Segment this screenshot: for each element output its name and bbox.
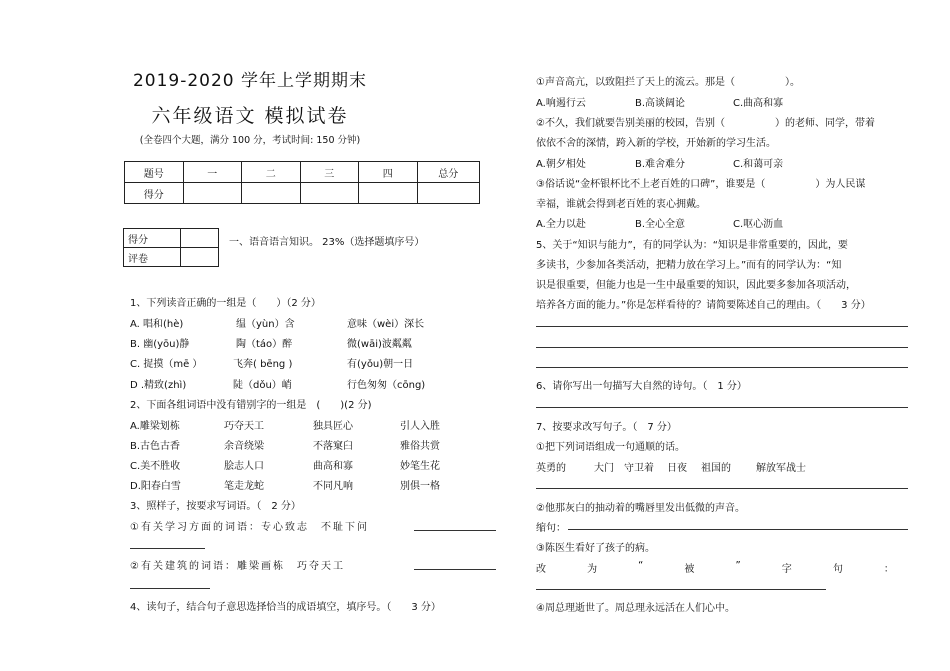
q2-option: D.阳春白雪 bbox=[130, 481, 181, 492]
score-table-header: 总分 bbox=[417, 162, 480, 183]
score-row-label: 得分 bbox=[125, 183, 184, 204]
q7-word: 守卫着 bbox=[624, 463, 654, 474]
score-cell[interactable] bbox=[300, 183, 359, 204]
q6-stem: 6、请你写出一句描写大自然的诗句。（ 1 分） bbox=[536, 381, 747, 392]
q2-option: 別俱一格 bbox=[400, 481, 440, 492]
q4-1-option: C.曲高和寡 bbox=[733, 98, 784, 109]
q2-option: 巧夺天工 bbox=[224, 421, 264, 432]
q2-option: 曲高和寡 bbox=[313, 461, 353, 472]
score-table-header: 三 bbox=[300, 162, 359, 183]
section1-heading: 一、语音语言知识。 23%（选择题填序号） bbox=[229, 237, 425, 248]
score-cell[interactable] bbox=[242, 183, 301, 204]
grader-score-cell[interactable] bbox=[181, 229, 219, 248]
q7-item: ②他那灰白的抽动着的嘴唇里发出低微的声音。 bbox=[536, 503, 745, 514]
answer-line[interactable] bbox=[414, 530, 496, 531]
q1-option: A. 唱和(hè) bbox=[130, 319, 184, 330]
q2-option: C.美不胜收 bbox=[130, 461, 181, 472]
q5-line: 识是很重要，但能力也是一生中最重要的知识，因此要多参加各项活动， bbox=[536, 280, 856, 291]
q1-option: 有(yǒu)朝一日 bbox=[347, 359, 414, 370]
q1-option: 缊（yùn）含 bbox=[236, 319, 295, 330]
grader-review-label: 评卷 bbox=[124, 248, 181, 267]
q1-option: D .精致(zhì) bbox=[130, 380, 187, 391]
answer-line[interactable] bbox=[536, 407, 908, 408]
score-table-header: 题号 bbox=[125, 162, 184, 183]
q4-3-line: 幸福，谁就会得到老百姓的衷心拥戴。 bbox=[536, 199, 706, 210]
q7-suoju-label: 缩句： bbox=[536, 523, 566, 534]
q5-line: 多读书，少参加各类活动，把精力放在学习上。”而有的同学认为：“知 bbox=[536, 260, 842, 271]
q1-option: B. 幽(yōu)静 bbox=[130, 339, 190, 350]
q3-item: ②有关建筑的词语：雕梁画栋 巧夺天工 bbox=[130, 561, 345, 572]
q2-option: 不同凡响 bbox=[313, 481, 353, 492]
q2-option: B.古色古香 bbox=[130, 441, 181, 452]
exam-subtitle: 六年级语文 模拟试卷 bbox=[151, 105, 349, 127]
q7-item: ③陈医生看好了孩子的病。 bbox=[536, 543, 655, 554]
q2-option: 引人入胜 bbox=[400, 421, 440, 432]
q7-word: 祖国的 bbox=[701, 463, 731, 474]
grader-review-cell[interactable] bbox=[181, 248, 219, 267]
q5-line: 培养各方面的能力。”你是怎样看待的？请简要陈述自己的理由。（ 3 分） bbox=[536, 300, 871, 311]
q1-option: 飞奔( bēng ) bbox=[233, 359, 293, 370]
q7-bei-char: 句 bbox=[832, 564, 843, 575]
q2-option: 雅俗共赏 bbox=[400, 441, 440, 452]
q4-2-line: ②不久，我们就要告别美丽的校园，告别（ ）的老师、同学，带着 bbox=[536, 118, 875, 129]
q4-1-stem: ①声音高亢，以致阻拦了天上的流云。那是（ ）。 bbox=[536, 77, 800, 88]
grader-score-label: 得分 bbox=[124, 229, 181, 248]
q4-1-option: A.响遏行云 bbox=[536, 98, 586, 109]
answer-line[interactable] bbox=[536, 326, 908, 327]
q1-option: C. 捉摸（mē ） bbox=[130, 359, 203, 370]
answer-line[interactable] bbox=[536, 589, 826, 590]
q7-stem: 7、按要求改写句子。（ 7 分） bbox=[536, 422, 677, 433]
score-table-header: 二 bbox=[242, 162, 301, 183]
q4-2-line: 依依不舍的深情，跨入新的学校，开始新的学习生活。 bbox=[536, 138, 776, 149]
q2-option: 独具匠心 bbox=[313, 421, 353, 432]
answer-line[interactable] bbox=[130, 588, 210, 589]
q7-bei-char: “ bbox=[638, 560, 644, 571]
q1-option: 陶（táo）醉 bbox=[236, 339, 293, 350]
q2-option: 妙笔生花 bbox=[400, 461, 440, 472]
q7-item: ①把下列词语组成一句通顺的话。 bbox=[536, 442, 685, 453]
score-cell[interactable] bbox=[183, 183, 242, 204]
score-cell[interactable] bbox=[417, 183, 480, 204]
q1-stem: 1、下列读音正确的一组是（ ）（2 分） bbox=[130, 298, 321, 309]
q4-2-option: B.难舍难分 bbox=[635, 159, 686, 170]
q7-bei-char: 为 bbox=[587, 564, 598, 575]
score-cell[interactable] bbox=[359, 183, 418, 204]
q7-bei-char: ” bbox=[735, 560, 741, 571]
q4-3-option: B.全心全意 bbox=[635, 219, 686, 230]
answer-line[interactable] bbox=[414, 569, 496, 570]
q4-2-option: A.朝夕相处 bbox=[536, 159, 586, 170]
q1-option: 陡（dǒu）峭 bbox=[233, 380, 292, 391]
q4-3-line: ③俗话说“金杯银杯比不上老百姓的口碑”，谁要是（ ）为人民谋 bbox=[536, 179, 866, 190]
q7-word: 解放军战士 bbox=[756, 463, 806, 474]
answer-line[interactable] bbox=[536, 488, 908, 489]
grader-box bbox=[123, 228, 219, 267]
q2-stem: 2、下面各组词语中没有错别字的一组是 ( )(2 分) bbox=[130, 400, 372, 411]
q2-option: A.雕梁划栋 bbox=[130, 421, 180, 432]
q1-option: 行色匆匆（cōng) bbox=[347, 380, 426, 391]
q7-word: 日夜 bbox=[667, 463, 687, 474]
q7-bei-char: 被 bbox=[684, 564, 695, 575]
answer-line[interactable] bbox=[130, 548, 205, 549]
answer-line[interactable] bbox=[568, 529, 908, 530]
q4-3-option: C.呕心沥血 bbox=[733, 219, 784, 230]
score-table-header: 一 bbox=[183, 162, 242, 183]
q7-item: ④周总理逝世了。周总理永远活在人们心中。 bbox=[536, 603, 735, 614]
q4-3-option: A.全力以赴 bbox=[536, 219, 586, 230]
q7-bei-char: ： bbox=[883, 564, 894, 575]
exam-title: 2019-2020 学年上学期期末 bbox=[132, 71, 368, 91]
q4-stem: 4、读句子，结合句子意思选择恰当的成语填空，填序号。（ 3 分） bbox=[130, 602, 441, 613]
q1-option: 微(wāi)波粼粼 bbox=[347, 339, 412, 350]
score-table bbox=[124, 161, 480, 204]
answer-line[interactable] bbox=[536, 367, 908, 368]
q2-option: 脍志人口 bbox=[224, 461, 264, 472]
q2-option: 笔走龙蛇 bbox=[224, 481, 264, 492]
exam-note: (全卷四个大题，满分 100 分，考试时间: 150 分钟) bbox=[139, 135, 361, 146]
q4-1-option: B.高谈阔论 bbox=[635, 98, 686, 109]
q5-line: 5、关于“知识与能力”，有的同学认为：“知识是非常重要的，因此，要 bbox=[536, 240, 848, 251]
q2-option: 不落窠臼 bbox=[313, 441, 353, 452]
q7-word: 大门 bbox=[594, 463, 614, 474]
q7-bei-char: 改 bbox=[536, 564, 546, 575]
q4-2-option: C.和蔼可亲 bbox=[733, 159, 784, 170]
q7-word: 英勇的 bbox=[536, 463, 566, 474]
q3-stem: 3、照样子，按要求写词语。（ 2 分） bbox=[130, 501, 301, 512]
answer-line[interactable] bbox=[536, 347, 908, 348]
q7-bei-instruction bbox=[536, 560, 894, 575]
score-table-header: 四 bbox=[359, 162, 418, 183]
q3-item: ①有关学习方面的词语：专心致志 不耻下问 bbox=[130, 522, 369, 533]
q1-option: 意味（wèi）深长 bbox=[347, 319, 425, 330]
q7-bei-char: 字 bbox=[781, 564, 792, 575]
q2-option: 余音绕梁 bbox=[224, 441, 264, 452]
